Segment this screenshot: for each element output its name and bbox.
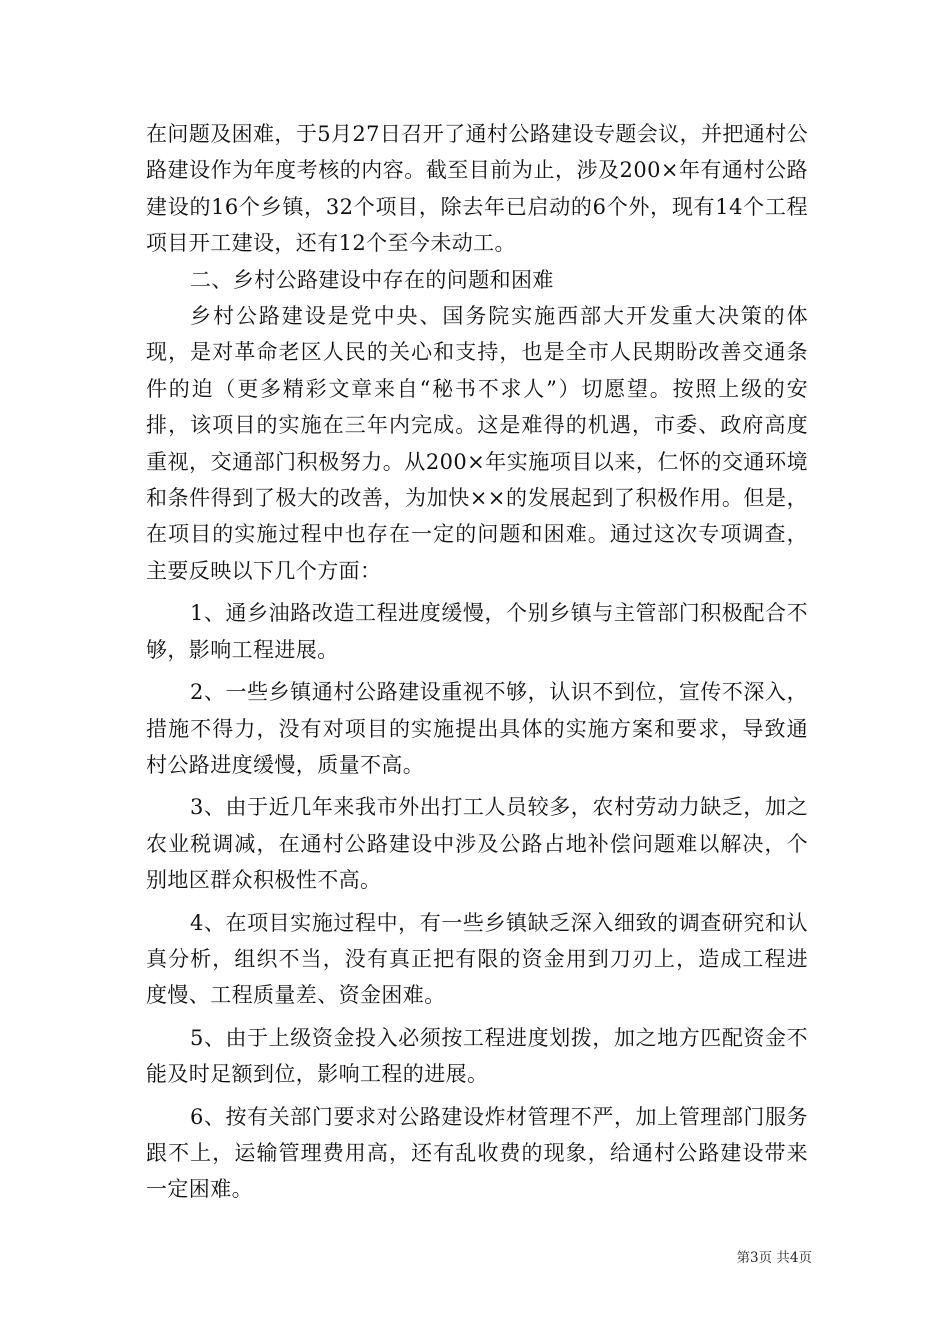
document-body	[146, 116, 808, 1208]
page-number: 第3页 共4页	[736, 1250, 812, 1266]
list-item-5: 5、由于上级资金投入必须按工程进度划拨，加之地方匹配资金不能及时足额到位，影响工程的进展。	[146, 1025, 808, 1087]
list-item-4: 4、在项目实施过程中，有一些乡镇缺乏深入细致的调查研究和认真分析，组织不当，没有真正把有限的资金用到刀刃上，造成工程进度慢、工程质量差、资金困难。	[146, 910, 808, 1008]
list-item-3: 3、由于近几年来我市外出打工人员较多，农村劳动力缺乏，加之农业税调减，在通村公路建设中涉及公路占地补偿问题难以解决，个别地区群众积极性不高。	[146, 795, 808, 893]
section-heading: 二、乡村公路建设中存在的问题和困难	[190, 267, 554, 292]
list-item-1: 1、通乡油路改造工程进度缓慢，个别乡镇与主管部门积极配合不够，影响工程进展。	[146, 601, 808, 662]
list-item-6: 6、按有关部门要求对公路建设炸材管理不严，加上管理部门服务跟不上，运输管理费用高，还有乱收费的现象，给通村公路建设带来一定困难。	[146, 1104, 808, 1202]
paragraph-intro: 乡村公路建设是党中央、国务院实施西部大开发重大决策的体现，是对革命老区人民的关心和支持，也是全市人民期盼改善交通条件的迫（更多精彩文章来自“秘书不求人”）切愿望。按照上级的安排，该项目的实施在三年内完成。这是难得的机遇，市委、政府高度重视，交通部门积极努力。从200×年实施项目以来，仁怀的交通环境和条件得到了极大的改善，为加快××的发展起到了积极作用。但是，在项目的实施过程中也存在一定的问题和困难。通过这次专项调查，主要反映以下几个方面：	[146, 304, 808, 583]
list-item-2: 2、一些乡镇通村公路建设重视不够，认识不到位，宣传不深入，措施不得力，没有对项目的实施提出具体的实施方案和要求，导致通村公路进度缓慢，质量不高。	[146, 680, 808, 777]
paragraph-continuation: 在问题及困难，于5月27日召开了通村公路建设专题会议，并把通村公路建设作为年度考核的内容。截至目前为止，涉及200×年有通村公路建设的16个乡镇，32个项目，除去年已启动的6个外，现有14个工程项目开工建设，还有12个至今未动工。	[146, 122, 808, 256]
